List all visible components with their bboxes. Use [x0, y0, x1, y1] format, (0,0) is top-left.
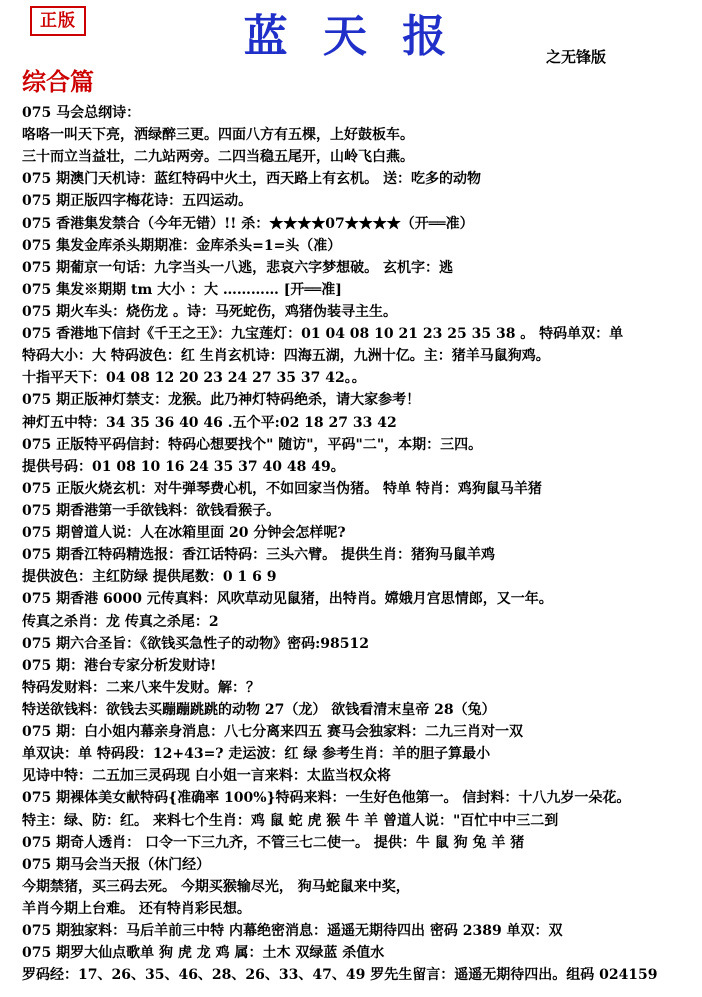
text-line: 075 期：港台专家分析发财诗! [22, 657, 217, 674]
text-line: 075 期罗大仙点歌单 狗 虎 龙 鸡 属：土木 双绿蓝 杀值水 [22, 945, 385, 962]
text-line: 075 期六合圣旨：《欲钱买急性子的动物》密码:98512 [22, 635, 369, 652]
text-line: 075 期火车头：烧伤龙 。诗：马死蛇伤，鸡猪伪装寻主生。 [22, 303, 397, 320]
page-title: 蓝 天 报 [243, 11, 457, 62]
text-line: 075 期裸体美女献特码{准确率 100%}特码来料：一生好色他第一。 信封料：十八九岁一朵花。 [22, 790, 631, 807]
text-line: 075 香港集发禁合（今年无错）!! 杀：★★★★07★★★★（开══准） [22, 215, 474, 232]
text-line: 075 期马会当天报（休门经） [22, 856, 211, 873]
text-line: 见诗中特：二五加三灵码现 白小姐一言来料：太监当权众将 [22, 768, 391, 785]
text-line: 075 期香港第一手欲钱料：欲钱看猴子。 [22, 502, 281, 519]
text-line: 075 期澳门天机诗：蓝红特码中火土，西天路上有玄机。 送：吃多的动物 [22, 171, 481, 188]
text-line: 075 期曾道人说：人在冰箱里面 20 分钟会怎样呢? [22, 525, 346, 542]
text-line: 075 马会总纲诗： [22, 105, 141, 121]
text-line: 三十而立当益壮，二九站两旁。二四当稳五尾开，山岭飞白燕。 [22, 149, 414, 166]
text-line: 075 期葡京一句话：九字当头一八逃，悲哀六字梦想破。 玄机字：逃 [22, 259, 453, 276]
text-line: 特主：绿、防：红。 来料七个生肖：鸡 鼠 蛇 虎 猴 牛 羊 曾道人说："百忙中中三二到 [22, 812, 559, 829]
text-line: 咯咯一叫天下亮，洒绿醉三更。四面八方有五棵，上好鼓板车。 [22, 127, 414, 144]
text-line: 075 期奇人透肖： 口令一下三九齐，不管三七二使一。 提供：牛 鼠 狗 兔 羊 猪 [22, 834, 525, 851]
text-line: 单双诀：单 特码段：12+43=? 走运波：红 绿 参考生肖：羊的胆子算最小 [22, 746, 491, 763]
text-line: 特码大小：大 特码波色：红 生肖玄机诗：四海五湖，九洲十亿。主：猪羊马鼠狗鸡。 [22, 348, 550, 365]
text-line: 十指平天下：04 08 12 20 23 24 27 35 37 42。。 [22, 370, 366, 387]
text-line: 075 期正版四字梅花诗：五四运动。 [22, 193, 253, 210]
text-line: 075 期香港 6000 元传真料：风吹草动见鼠猪，出特肖。嫦娥月宫思情郎，又一年。 [22, 591, 553, 608]
section-heading: 综合篇 [22, 67, 94, 96]
text-line: 075 香港地下信封《千王之王》：九宝莲灯：01 04 08 10 21 23 25 35 38 。 特码单双：单 [22, 326, 624, 343]
text-line: 075 集发※期期 tm 大小 ：大 ………… [开══准] [22, 281, 342, 298]
text-line: 今期禁猪，买三码去死。 今期买猴输尽光， 狗马蛇鼠来中奖， [22, 878, 410, 895]
text-line: 075 集发金库杀头期期准：金库杀头=1=头（准） [22, 237, 342, 254]
article-body [22, 102, 692, 986]
text-line: 罗码经：17、26、35、46、28、26、33、47、49 罗先生留言：遥遥无期待四出。组码 024159 [22, 967, 658, 984]
text-line: 特码发财料：二来八来牛发财。解：？ [22, 679, 260, 696]
text-line: 075 期：白小姐内幕亲身消息：八七分离来四五 赛马会独家料：二九三肖对一双 [22, 724, 523, 741]
text-line: 提供波色：主红防绿 提供尾数：0 1 6 9 [22, 569, 277, 586]
text-line: 特送欲钱料：欲钱去买蹦蹦跳跳的动物 27（龙） 欲钱看清末皇帝 28（兔） [22, 701, 496, 718]
text-line: 075 期香江特码精选报：香江话特码：三头六臂。 提供生肖：猪狗马鼠羊鸡 [22, 547, 495, 564]
text-line: 075 期正版神灯禁支：龙猴。此乃神灯特码绝杀，请大家参考！ [22, 392, 421, 409]
text-line: 提供号码：01 08 10 16 24 35 37 40 48 49。 [22, 458, 345, 475]
text-line: 075 正版特平码信封：特码心想要找个" 随访"，平码"二"，本期：三四。 [22, 436, 483, 453]
text-line: 075 期独家料：马后羊前三中特 内幕绝密消息：遥遥无期待四出 密码 2389 单双：双 [22, 923, 563, 940]
text-line: 传真之杀肖：龙 传真之杀尾：2 [22, 613, 219, 630]
text-line: 075 正版火烧玄机：对牛弹琴费心机，不如回家当伪猪。 特单 特肖：鸡狗鼠马羊猪 [22, 480, 542, 497]
text-line: 羊肖今期上台难。 还有特肖彩民想。 [22, 900, 251, 917]
edition-stamp: 正版 [30, 6, 86, 36]
edition-label: 之无锋版 [546, 48, 607, 66]
text-line: 神灯五中特：34 35 36 40 46 .五个平:02 18 27 33 42 [22, 414, 397, 431]
